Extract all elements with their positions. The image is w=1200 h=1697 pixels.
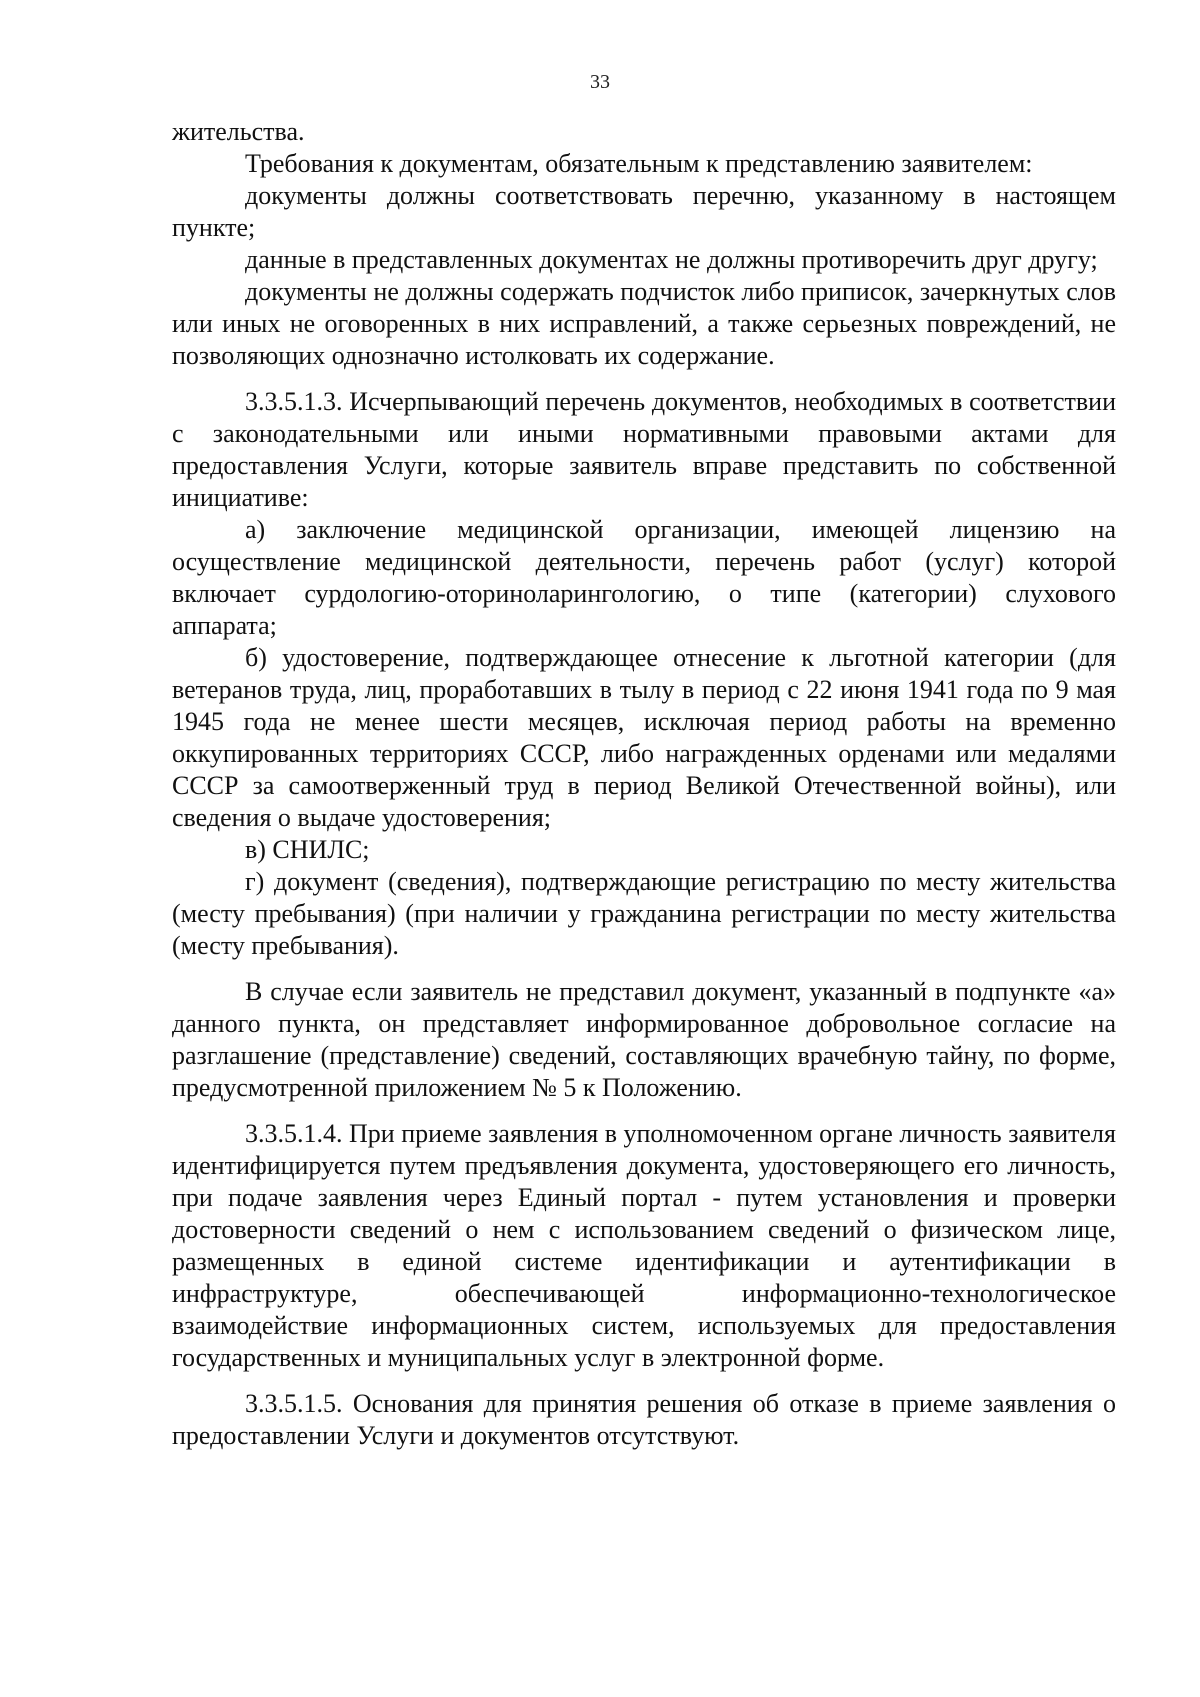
paragraph-consent: В случае если заявитель не представил документ, указанный в подпункте «а» данного пункта, он представляет информированное добровольное согласие на разглашение (представление) сведений, составляющих врачебную тайну, по форме, предусмотренной приложением № 5 к Положению. xyxy=(172,977,1116,1102)
paragraph-requirement-integrity: документы не должны содержать подчисток либо приписок, зачеркнутых слов или иных не оговоренных в них исправлений, а также серьезных повреждений, не позволяющих однозначно истолковать их содержание. xyxy=(172,277,1116,370)
paragraph-section-3-3-5-1-4: 3.3.5.1.4. При приеме заявления в уполномоченном органе личность заявителя идентифицируется путем предъявления документа, удостоверяющего его личность, при подаче заявления через Единый портал - путем установления и проверки достоверности сведений о нем с использованием сведений о физическом лице, размещенных в единой системе идентификации и аутентификации в инфраструктуре, обеспечивающей информационно-технологическое взаимодействие информационных систем, используемых для предоставления государственных и муниципальных услуг в электронной форме. xyxy=(172,1119,1116,1372)
paragraph-section-3-3-5-1-3: 3.3.5.1.3. Исчерпывающий перечень документов, необходимых в соответствии с законодательными или иными нормативными правовыми актами для предоставления Услуги, которые заявитель вправе представить по собственной инициативе: xyxy=(172,387,1116,512)
page-number: 33 xyxy=(590,71,610,93)
paragraph-requirements-heading: Требования к документам, обязательным к представлению заявителем: xyxy=(245,149,1033,178)
paragraph-continuation: жительства. xyxy=(172,117,305,146)
paragraph-item-g: г) документ (сведения), подтверждающие регистрацию по месту жительства (месту пребывания) (при наличии у гражданина регистрации по месту жительства (месту пребывания). xyxy=(172,867,1116,960)
paragraph-requirement-consistency: данные в представленных документах не должны противоречить друг другу; xyxy=(245,245,1098,274)
paragraph-item-b: б) удостоверение, подтверждающее отнесение к льготной категории (для ветеранов труда, лиц, проработавших в тылу в период с 22 июня 1941 года по 9 мая 1945 года не менее шести месяцев, исключая период работы на временно оккупированных территориях СССР, либо награжденных орденами или медалями СССР за самоотверженный труд в период Великой Отечественной войны), или сведения о выдаче удостоверения; xyxy=(172,643,1116,832)
paragraph-requirement-list: документы должны соответствовать перечню, указанному в настоящем пункте; xyxy=(172,181,1116,242)
paragraph-section-3-3-5-1-5: 3.3.5.1.5. Основания для принятия решения об отказе в приеме заявления о предоставлении Услуги и документов отсутствуют. xyxy=(172,1389,1116,1450)
document-body xyxy=(172,116,1116,1452)
paragraph-item-a: а) заключение медицинской организации, имеющей лицензию на осуществление медицинской деятельности, перечень работ (услуг) которой включает сурдологию-оториноларингологию, о типе (категории) слухового аппарата; xyxy=(172,515,1116,640)
paragraph-item-v: в) СНИЛС; xyxy=(245,835,370,864)
